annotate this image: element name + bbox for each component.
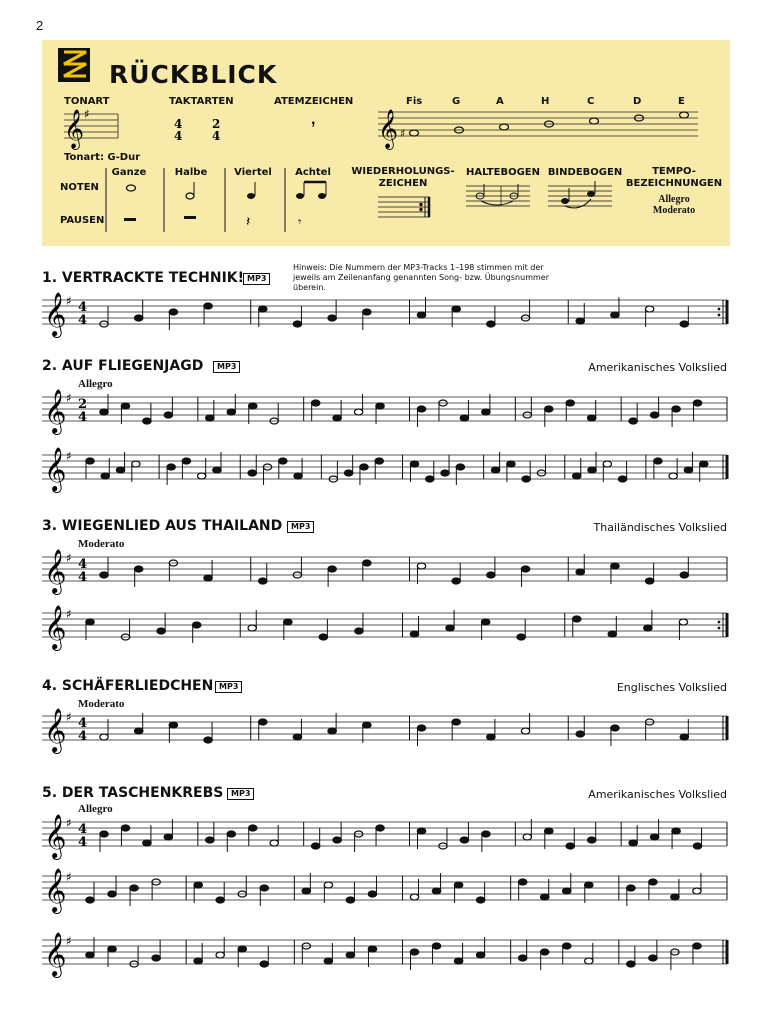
note-head: [270, 840, 278, 846]
note-head: [333, 415, 341, 421]
note-head: [680, 572, 688, 578]
note-head: [194, 958, 202, 964]
note-head: [227, 831, 235, 837]
note-head: [585, 882, 593, 888]
note-head: [611, 725, 619, 731]
tempo-terms-label: TEMPO- BEZEICHNUNGEN: [625, 166, 723, 189]
note-head: [410, 894, 418, 900]
treble-clef-icon: 𝄞: [44, 814, 67, 858]
note-head: [206, 415, 214, 421]
note-head: [333, 837, 341, 843]
staff: [42, 389, 727, 435]
note-head: [672, 828, 680, 834]
treble-clef-icon: 𝄞: [64, 109, 85, 149]
note-head: [417, 563, 425, 569]
note-head: [248, 470, 256, 476]
note-head: [363, 722, 371, 728]
note-head: [454, 958, 462, 964]
note-head: [588, 415, 596, 421]
note-head: [259, 578, 267, 584]
note-head: [432, 943, 440, 949]
note-head: [487, 321, 495, 327]
note-head: [197, 473, 205, 479]
note-head: [507, 461, 515, 467]
mp3-badge-1[interactable]: MP3: [243, 273, 270, 285]
note-head: [627, 961, 635, 967]
note-head: [650, 834, 658, 840]
note-head: [573, 616, 581, 622]
note-head: [410, 461, 418, 467]
note-head: [482, 409, 490, 415]
note-head: [324, 882, 332, 888]
note-head: [346, 952, 354, 958]
note-head: [328, 315, 336, 321]
note-head: [259, 306, 267, 312]
time-signature: 4: [78, 716, 88, 731]
note-head: [452, 578, 460, 584]
note-head: [491, 467, 499, 473]
note-head: [588, 467, 596, 473]
staff: [42, 708, 727, 754]
note-head: [563, 943, 571, 949]
time-sig-4-4: 4: [174, 117, 183, 131]
note-head: [566, 843, 574, 849]
note-head: [545, 828, 553, 834]
note-head: [260, 961, 268, 967]
note-head: [206, 837, 214, 843]
note-head: [441, 470, 449, 476]
notes-row-label: NOTEN: [60, 182, 99, 193]
note-head: [669, 473, 677, 479]
note-head: [618, 476, 626, 482]
sharp-icon: ♯: [66, 391, 72, 405]
duration-eighth: Achtel: [295, 167, 331, 178]
note-head: [481, 619, 489, 625]
note-head: [164, 834, 172, 840]
duration-quarter: Viertel: [234, 167, 272, 178]
note-head: [284, 619, 292, 625]
section-5-tempo: Allegro: [78, 803, 113, 815]
note-head: [157, 628, 165, 634]
note-head: [460, 837, 468, 843]
note-head: [248, 625, 256, 631]
time-signature: 4: [78, 557, 88, 572]
note-head: [360, 464, 368, 470]
sharp-icon: ♯: [66, 294, 72, 308]
note-head: [311, 843, 319, 849]
note-head: [204, 303, 212, 309]
sharp-icon: ♯: [66, 710, 72, 724]
note-head: [216, 952, 224, 958]
note-head: [588, 837, 596, 843]
note-head: [650, 412, 658, 418]
staff: [42, 447, 727, 493]
note-head: [629, 418, 637, 424]
note-head: [204, 575, 212, 581]
note-head: [344, 470, 352, 476]
note-head: [311, 400, 319, 406]
review-title: RÜCKBLICK: [109, 60, 278, 89]
note-head: [649, 879, 657, 885]
note-head: [541, 894, 549, 900]
treble-clef-icon: 𝄞: [378, 109, 399, 149]
note-head: [324, 958, 332, 964]
treble-clef-icon: 𝄞: [44, 932, 67, 976]
note-head: [100, 409, 108, 415]
tempo-moderato: Moderato: [652, 205, 696, 216]
mp3-badge-5[interactable]: MP3: [227, 788, 254, 800]
note-head: [693, 843, 701, 849]
note-head: [169, 722, 177, 728]
note-head: [608, 631, 616, 637]
note-head: [417, 828, 425, 834]
note-head: [454, 882, 462, 888]
note-head: [130, 885, 138, 891]
note-head: [603, 461, 611, 467]
slur-label: BINDEBOGEN: [547, 167, 623, 178]
note-head: [164, 412, 172, 418]
note-head: [649, 955, 657, 961]
time-signatures-label: TAKTARTEN: [169, 96, 234, 107]
note-head: [354, 409, 362, 415]
note-head: [518, 879, 526, 885]
time-signature: 4: [78, 300, 88, 315]
note-head: [645, 306, 653, 312]
note-head: [363, 309, 371, 315]
tie-label: HALTEBOGEN: [465, 167, 540, 178]
time-sig-2-4: 2: [212, 117, 221, 131]
mp3-badge-2[interactable]: MP3: [213, 361, 240, 373]
note-head: [293, 734, 301, 740]
note-head: [328, 566, 336, 572]
staff: [42, 549, 727, 595]
section-3-tempo: Moderato: [78, 538, 125, 550]
note-head: [346, 897, 354, 903]
breath-mark-icon: ,: [311, 111, 316, 128]
note-head: [476, 897, 484, 903]
note-head: [573, 473, 581, 479]
staff: [42, 292, 727, 338]
note-head: [487, 572, 495, 578]
mp3-hint: Hinweis: Die Nummern der MP3-Tracks 1–198 stimmen mit der jeweils am Zeilenanfang genannten Song- bzw. Übungsnummer überein.: [293, 263, 549, 292]
mp3-badge-4[interactable]: MP3: [215, 681, 242, 693]
note-head: [446, 625, 454, 631]
note-head: [679, 619, 687, 625]
note-head: [375, 458, 383, 464]
repeat-sign-label: WIEDERHOLUNGS- ZEICHEN: [351, 166, 455, 189]
note-head: [293, 321, 301, 327]
note-head: [452, 719, 460, 725]
svg-text:4: 4: [78, 570, 88, 585]
note-head: [476, 952, 484, 958]
scale-note-c: C: [587, 96, 595, 107]
note-head: [545, 406, 553, 412]
sharp-icon: ♯: [66, 870, 72, 884]
note-head: [460, 415, 468, 421]
note-head: [487, 734, 495, 740]
note-head: [108, 891, 116, 897]
note-head: [672, 406, 680, 412]
section-3-title: 3. WIEGENLIED AUS THAILAND: [42, 518, 283, 534]
note-head: [576, 318, 584, 324]
note-head: [585, 958, 593, 964]
note-head: [693, 888, 701, 894]
note-head: [204, 737, 212, 743]
section-3-source: Thailändisches Volkslied: [593, 521, 727, 534]
section-4-title: 4. SCHÄFERLIEDCHEN: [42, 678, 214, 694]
sharp-icon: ♯: [66, 934, 72, 948]
page-number: 2: [36, 18, 44, 33]
tempo-allegro: Allegro: [658, 194, 690, 205]
section-4-source: Englisches Volkslied: [616, 681, 727, 694]
note-head: [541, 949, 549, 955]
staff: [42, 932, 727, 978]
eighth-rest-icon: 𝄾: [298, 215, 302, 230]
note-head: [693, 943, 701, 949]
note-head: [644, 625, 652, 631]
note-head: [100, 831, 108, 837]
note-head: [576, 731, 584, 737]
note-head: [182, 458, 190, 464]
note-head: [517, 634, 525, 640]
note-head: [86, 952, 94, 958]
note-head: [456, 464, 464, 470]
note-head: [363, 560, 371, 566]
sharp-icon: ♯: [84, 107, 90, 121]
note-head: [576, 569, 584, 575]
svg-text:4: 4: [78, 313, 88, 328]
note-head: [86, 619, 94, 625]
scale-note-e: E: [678, 96, 685, 107]
note-head: [227, 409, 235, 415]
note-head: [328, 728, 336, 734]
time-signature: 2: [78, 397, 88, 412]
note-head: [645, 578, 653, 584]
note-head: [522, 476, 530, 482]
note-head: [86, 897, 94, 903]
sharp-icon: ♯: [66, 816, 72, 830]
svg-text:4: 4: [78, 410, 88, 425]
note-head: [426, 476, 434, 482]
staff: [42, 868, 727, 914]
note-head: [566, 400, 574, 406]
note-head: [680, 734, 688, 740]
scale-note-h: H: [541, 96, 550, 107]
section-5-source: Amerikanisches Volkslied: [588, 788, 727, 801]
note-head: [249, 403, 257, 409]
note-head: [192, 622, 200, 628]
treble-clef-icon: 𝄞: [44, 605, 67, 649]
note-head: [134, 566, 142, 572]
note-head: [521, 566, 529, 572]
treble-clef-icon: 𝄞: [44, 708, 67, 752]
svg-text:4: 4: [78, 729, 88, 744]
sharp-icon: ♯: [66, 551, 72, 565]
note-head: [355, 628, 363, 634]
svg-text:4: 4: [174, 129, 183, 143]
key-label: TONART: [64, 96, 110, 107]
note-head: [563, 888, 571, 894]
treble-clef-icon: 𝄞: [44, 549, 67, 593]
note-head: [86, 458, 94, 464]
sharp-icon: ♯: [66, 449, 72, 463]
svg-text:♯: ♯: [400, 127, 406, 140]
note-head: [376, 825, 384, 831]
note-head: [376, 403, 384, 409]
note-head: [100, 572, 108, 578]
note-head: [410, 631, 418, 637]
note-head: [521, 728, 529, 734]
rests-row-label: PAUSEN: [60, 215, 105, 226]
mp3-badge-3[interactable]: MP3: [287, 521, 314, 533]
section-2-source: Amerikanisches Volkslied: [588, 361, 727, 374]
note-head: [101, 473, 109, 479]
note-head: [259, 719, 267, 725]
note-head: [523, 834, 531, 840]
key-name: Tonart: G-Dur: [64, 152, 141, 163]
sharp-icon: ♯: [66, 607, 72, 621]
svg-text:4: 4: [78, 835, 88, 850]
note-head: [100, 734, 108, 740]
note-head: [121, 403, 129, 409]
section-5-title: 5. DER TASCHENKREBS: [42, 785, 224, 801]
note-head: [518, 955, 526, 961]
treble-clef-icon: 𝄞: [44, 447, 67, 491]
note-head: [684, 467, 692, 473]
treble-clef-icon: 𝄞: [44, 389, 67, 433]
note-head: [213, 467, 221, 473]
breath-mark-label: ATEMZEICHEN: [274, 96, 354, 107]
note-head: [671, 894, 679, 900]
note-head: [167, 464, 175, 470]
svg-text:4: 4: [212, 129, 221, 143]
note-head: [417, 725, 425, 731]
note-head: [294, 473, 302, 479]
scale-note-g: G: [452, 96, 461, 107]
note-head: [654, 458, 662, 464]
note-head: [368, 891, 376, 897]
treble-clef-icon: 𝄞: [44, 292, 67, 336]
scale-note-fis: Fis: [406, 96, 423, 107]
quarter-rest-icon: 𝄽: [246, 214, 251, 230]
note-head: [143, 418, 151, 424]
note-head: [611, 563, 619, 569]
note-head: [194, 882, 202, 888]
note-head: [238, 946, 246, 952]
note-head: [279, 458, 287, 464]
time-signature: 4: [78, 822, 88, 837]
note-head: [417, 406, 425, 412]
note-head: [693, 400, 701, 406]
note-head: [169, 309, 177, 315]
section-1-title: 1. VERTRACKTE TECHNIK!: [42, 270, 245, 286]
note-head: [611, 312, 619, 318]
note-head: [452, 306, 460, 312]
section-4-tempo: Moderato: [78, 698, 125, 710]
note-head: [143, 840, 151, 846]
scale-note-a: A: [496, 96, 504, 107]
note-head: [432, 888, 440, 894]
note-head: [368, 946, 376, 952]
note-head: [700, 461, 708, 467]
duration-whole: Ganze: [111, 167, 147, 178]
note-head: [680, 321, 688, 327]
duration-half: Halbe: [174, 167, 208, 178]
note-head: [116, 467, 124, 473]
section-2-tempo: Allegro: [78, 378, 113, 390]
note-head: [417, 312, 425, 318]
note-head: [302, 888, 310, 894]
note-head: [627, 885, 635, 891]
note-head: [629, 840, 637, 846]
note-head: [249, 825, 257, 831]
staff: [42, 814, 727, 860]
note-head: [319, 634, 327, 640]
note-head: [260, 885, 268, 891]
note-head: [108, 946, 116, 952]
note-head: [134, 728, 142, 734]
staff: [42, 605, 727, 651]
note-head: [482, 831, 490, 837]
note-head: [216, 897, 224, 903]
section-2-title: 2. AUF FLIEGENJAGD: [42, 358, 204, 374]
note-head: [410, 949, 418, 955]
note-head: [121, 825, 129, 831]
treble-clef-icon: 𝄞: [44, 868, 67, 912]
note-head: [134, 315, 142, 321]
scale-note-d: D: [633, 96, 642, 107]
note-head: [132, 461, 140, 467]
note-head: [152, 955, 160, 961]
